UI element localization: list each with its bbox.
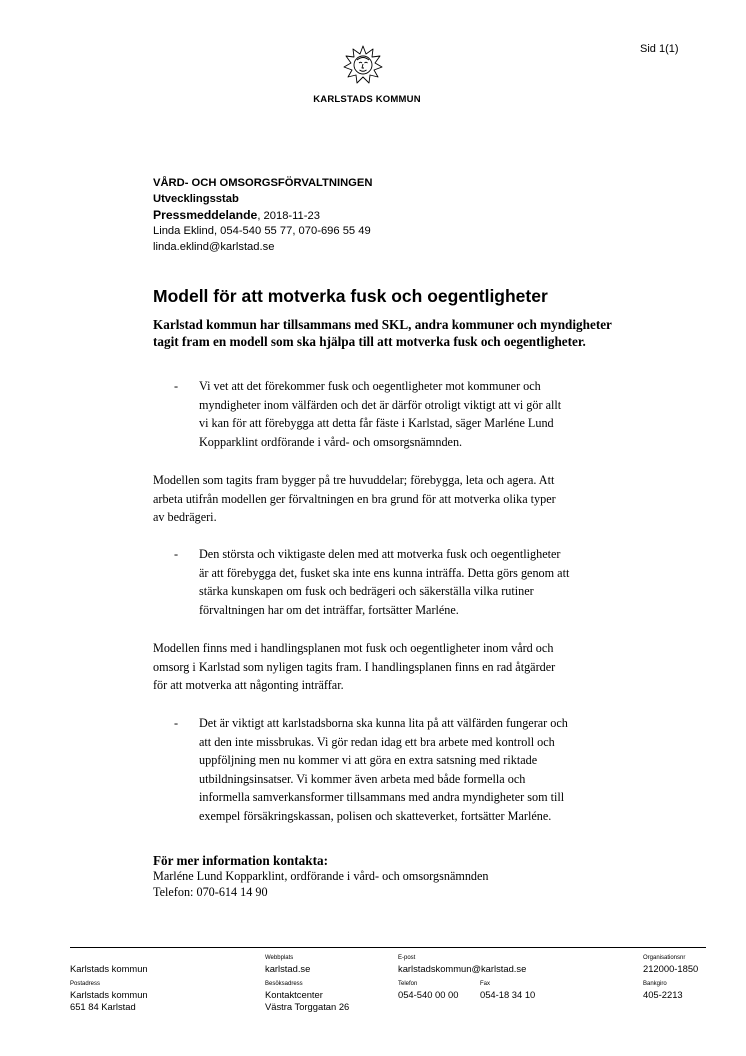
doc-date: , 2018-11-23	[257, 209, 320, 222]
footer-phone-label: Telefon	[398, 981, 418, 987]
footer-web-value: karlstad.se	[265, 963, 311, 974]
footer-visit-label: Besöksadress	[265, 981, 303, 987]
quote-line: är att förebygga det, fusket ska inte ens kunna inträffa. Detta görs genom att	[199, 565, 570, 580]
footer-web-label: Webbplats	[265, 955, 294, 961]
contact-email: linda.eklind@karlstad.se	[153, 241, 275, 254]
paragraph-line: för att motverka att någonting inträffar.	[153, 678, 344, 692]
quote-line: informella samverkansformer tillsammans med andra myndigheter som till	[199, 790, 565, 804]
department-name: VÅRD- OCH OMSORGSFÖRVALTNINGEN	[153, 177, 373, 189]
footer-fax-label: Fax	[480, 981, 491, 987]
contact-section	[153, 853, 623, 900]
sun-face-icon	[343, 44, 383, 86]
contact-line: Linda Eklind, 054-540 55 77, 070-696 55 49	[153, 225, 371, 238]
footer-fax-value: 054-18 34 10	[480, 989, 536, 1000]
contact-phone: Telefon: 070-614 14 90	[153, 884, 268, 899]
paragraph-1	[153, 471, 623, 527]
footer-email-label: E-post	[398, 955, 416, 961]
footer-email-value: karlstadskommun@karlstad.se	[398, 963, 527, 974]
footer-bankgiro-label: Bankgiro	[643, 981, 667, 987]
quote-line: exempel försäkringskassan, polisen och skatteverket, fortsätter Marléne.	[199, 808, 552, 823]
quote-line: att den inte missbrukas. Vi gör redan idag ett bra arbete med kontroll och	[199, 734, 555, 749]
quote-2	[174, 545, 624, 619]
footer-phone-value: 054-540 00 00	[398, 989, 459, 1000]
paragraph-line: av bedrägeri.	[153, 510, 217, 524]
organization-name: KARLSTADS KOMMUN	[313, 94, 421, 105]
footer-postal-label: Postadress	[70, 981, 101, 987]
quote-line: uppföljning men nu kommer vi att göra en extra satsning med riktade	[199, 753, 538, 767]
quote-line: Det är viktigt att karlstadsborna ska kunna lita på att välfärden fungerar och	[199, 716, 568, 730]
quote-1	[174, 377, 624, 451]
paragraph-2	[153, 639, 623, 695]
footer-visit-line1: Kontaktcenter	[265, 989, 323, 1000]
paragraph-line: omsorg i Karlstad som nyligen tagits fram. I handlingsplanen finns en rad åtgärder	[153, 659, 556, 674]
quote-line: förvaltningen har om det inträffar, fortsätter Marléne.	[199, 602, 459, 617]
quote-line: Den största och viktigaste delen med att motverka fusk och oegentligheter	[199, 547, 561, 561]
article-lead: Karlstad kommun har tillsammans med SKL, andra kommuner och myndigheter tagit fram en modell som ska hjälpa till att motverka fusk och oegentligheter.	[153, 317, 612, 349]
unit-name: Utvecklingsstab	[153, 192, 239, 205]
footer-orgnr-value: 212000-1850	[643, 963, 699, 974]
footer-postal-line2: 651 84 Karlstad	[70, 1001, 136, 1012]
doc-type: Pressmeddelande	[153, 207, 258, 222]
contact-heading: För mer information kontakta:	[153, 853, 328, 868]
quote-3	[174, 714, 624, 825]
quote-dash: -	[174, 379, 179, 393]
quote-line: utbildningsinsatser. Vi kommer även arbeta med både formella och	[199, 771, 526, 786]
contact-person: Marléne Lund Kopparklint, ordförande i vård- och omsorgsnämnden	[153, 868, 489, 883]
footer-visit-line2: Västra Torggatan 26	[265, 1001, 350, 1012]
footer-bankgiro-value: 405-2213	[643, 989, 683, 1000]
quote-dash: -	[174, 716, 179, 730]
quote-line: vi kan för att förebygga att detta får fäste i Karlstad, säger Marléne Lund	[199, 416, 554, 430]
sender-block	[153, 176, 603, 256]
footer-org-name: Karlstads kommun	[70, 963, 148, 974]
page-number: Sid 1(1)	[640, 43, 679, 55]
footer-postal-line1: Karlstads kommun	[70, 989, 148, 1000]
quote-line: myndigheter inom välfärden och det är därför otroligt viktigt att vi gör allt	[199, 397, 562, 412]
paragraph-line: Modellen finns med i handlingsplanen mot fusk och oegentligheter inom vård och	[153, 641, 554, 655]
article-title: Modell för att motverka fusk och oegentligheter	[153, 286, 548, 306]
quote-dash: -	[174, 547, 179, 561]
paragraph-line: Modellen som tagits fram bygger på tre huvuddelar; förebygga, leta och agera. Att	[153, 473, 555, 487]
footer-orgnr-label: Organisationsnr	[643, 955, 686, 961]
quote-line: Kopparklint ordförande i vård- och omsorgsnämnden.	[199, 434, 463, 449]
doc-type-line	[153, 208, 603, 225]
footer-divider	[70, 947, 706, 948]
quote-line: stärka kunskapen om fusk och bedrägeri och säkerställa vilka rutiner	[199, 584, 534, 598]
quote-line: Vi vet att det förekommer fusk och oegentligheter mot kommuner och	[199, 379, 541, 393]
paragraph-line: arbeta utifrån modellen ger förvaltningen en bra grund för att motverka olika typer	[153, 491, 556, 506]
